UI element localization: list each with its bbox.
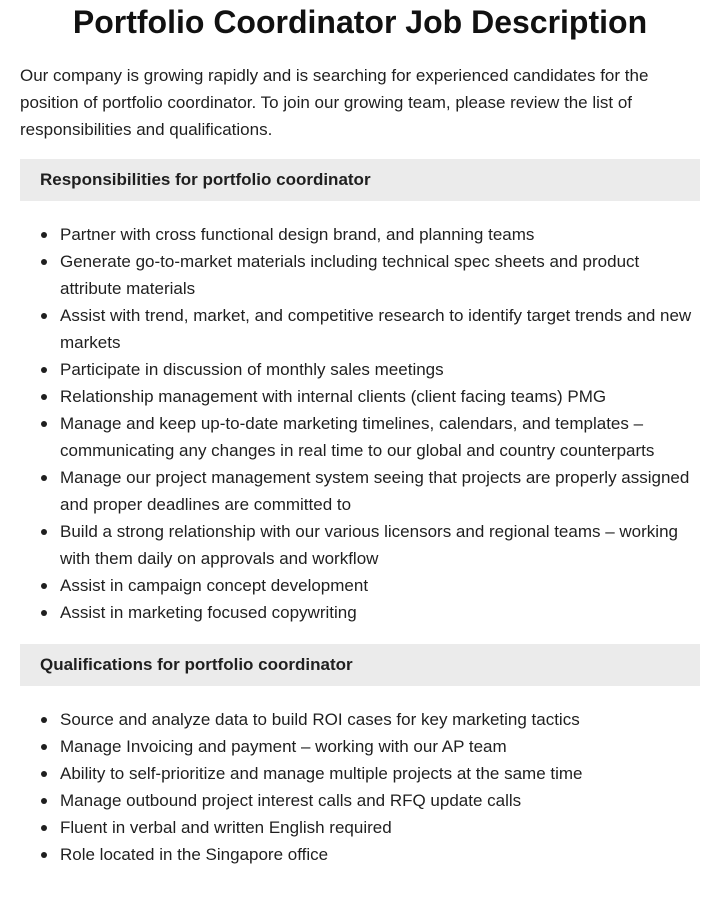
bullet-icon (41, 259, 47, 265)
qualifications-list (20, 706, 700, 868)
list-item (60, 518, 700, 572)
list-item-text: Build a strong relationship with our various licensors and regional teams – working with them daily on approvals and workflow (60, 522, 678, 568)
list-item (60, 383, 700, 410)
list-item-text: Source and analyze data to build ROI cases for key marketing tactics (60, 710, 580, 729)
bullet-icon (41, 771, 47, 777)
bullet-icon (41, 744, 47, 750)
list-item-text: Generate go-to-market materials including technical spec sheets and product attribute materials (60, 252, 640, 298)
list-item-text: Manage our project management system seeing that projects are properly assigned and proper deadlines are committed to (60, 468, 690, 514)
bullet-icon (41, 475, 47, 481)
list-item (60, 706, 700, 733)
list-item-text: Relationship management with internal clients (client facing teams) PMG (60, 387, 607, 406)
list-item (60, 572, 700, 599)
list-item-text: Ability to self-prioritize and manage multiple projects at the same time (60, 764, 583, 783)
bullet-icon (41, 232, 47, 238)
responsibilities-list (20, 221, 700, 626)
list-item-text: Manage and keep up-to-date marketing timelines, calendars, and templates – communicating any changes in real time to our global and country counterparts (60, 414, 655, 460)
list-item-text: Assist with trend, market, and competitive research to identify target trends and new markets (60, 306, 692, 352)
intro-paragraph: Our company is growing rapidly and is searching for experienced candidates for the position of portfolio coordinator. To join our growing team, please review the list of responsibilities and qualifications. (20, 66, 649, 139)
bullet-icon (41, 313, 47, 319)
list-item (60, 814, 700, 841)
list-item (60, 356, 700, 383)
bullet-icon (41, 529, 47, 535)
bullet-icon (41, 394, 47, 400)
list-item (60, 302, 700, 356)
responsibilities-heading: Responsibilities for portfolio coordinator (20, 159, 700, 201)
list-item-text: Partner with cross functional design brand, and planning teams (60, 225, 535, 244)
list-item (60, 787, 700, 814)
list-item-text: Manage outbound project interest calls and RFQ update calls (60, 791, 522, 810)
bullet-icon (41, 798, 47, 804)
list-item-text: Assist in campaign concept development (60, 576, 369, 595)
qualifications-heading: Qualifications for portfolio coordinator (20, 644, 700, 686)
list-item-text: Fluent in verbal and written English required (60, 818, 392, 837)
list-item (60, 733, 700, 760)
bullet-icon (41, 610, 47, 616)
list-item (60, 599, 700, 626)
list-item (60, 248, 700, 302)
bullet-icon (41, 717, 47, 723)
list-item-text: Assist in marketing focused copywriting (60, 603, 357, 622)
list-item (60, 464, 700, 518)
bullet-icon (41, 852, 47, 858)
bullet-icon (41, 825, 47, 831)
list-item (60, 760, 700, 787)
list-item (60, 221, 700, 248)
list-item-text: Participate in discussion of monthly sales meetings (60, 360, 444, 379)
page-title: Portfolio Coordinator Job Description (72, 4, 648, 40)
bullet-icon (41, 583, 47, 589)
bullet-icon (41, 367, 47, 373)
list-item-text: Manage Invoicing and payment – working with our AP team (60, 737, 507, 756)
bullet-icon (41, 421, 47, 427)
list-item-text: Role located in the Singapore office (60, 845, 329, 864)
list-item (60, 410, 700, 464)
list-item (60, 841, 700, 868)
